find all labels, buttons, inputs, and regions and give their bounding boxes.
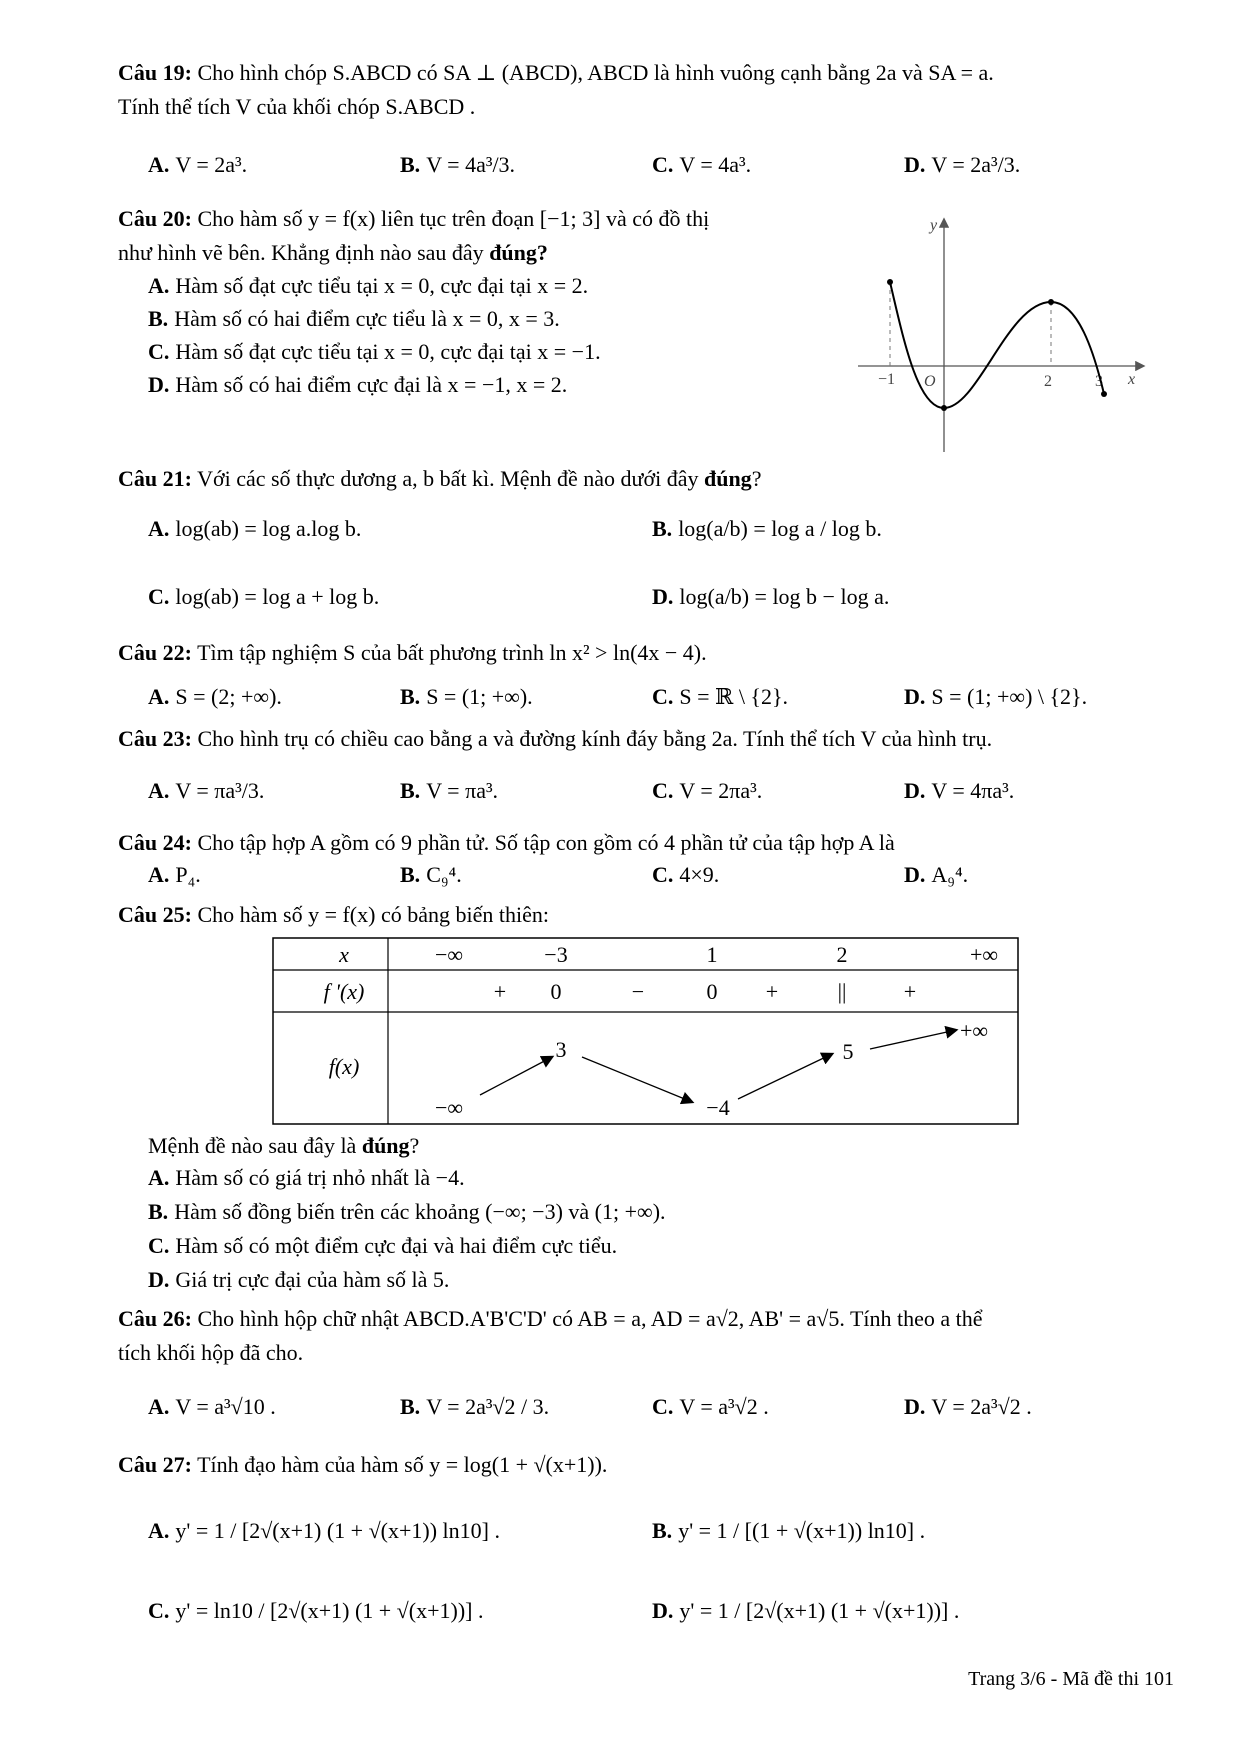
question-27 [118, 1448, 1178, 1482]
function-graph [858, 212, 1148, 462]
option-d[interactable]: D. V = 4πa³. [904, 778, 1015, 803]
arrow-up [480, 1057, 552, 1095]
tick-3: 3 [1095, 373, 1103, 390]
option-b[interactable]: B. V = 4a³/3. [400, 152, 516, 177]
question-text: Tính đạo hàm của hàm số y = log(1 + √(x+1)). [197, 1452, 608, 1477]
page-footer: Trang 3/6 - Mã đề thi 101 [968, 1668, 1174, 1690]
option-a[interactable]: A. V = πa³/3. [148, 778, 265, 803]
option-b[interactable]: B. Hàm số đồng biến trên các khoảng (−∞; −3) và (1; +∞). [148, 1199, 666, 1224]
emphasis: đúng [703, 466, 752, 491]
option-a[interactable]: A. V = a³√10 . [148, 1394, 276, 1419]
row-label-fprime: f '(x) [323, 979, 365, 1004]
x-value: −3 [544, 942, 568, 967]
question-24 [118, 826, 1178, 860]
option-b[interactable]: B. S = (1; +∞). [400, 684, 533, 709]
question-22 [118, 636, 1178, 670]
y-axis-label: y [930, 217, 938, 234]
question-text: Với các số thực dương a, b bất kì. Mệnh đề nào dưới đây [197, 466, 704, 491]
option-d[interactable]: D. V = 2a³/3. [904, 152, 1021, 177]
question-25 [118, 898, 1178, 932]
option-c[interactable]: C. log(ab) = log a + log b. [148, 584, 380, 609]
row-label-x: x [339, 942, 349, 967]
endpoint-right [1101, 391, 1107, 397]
question-label: Câu 27: [118, 1452, 192, 1477]
option-b[interactable]: B. C₉⁴. [400, 862, 462, 887]
endpoint-left [887, 279, 893, 285]
question-label: Câu 21: [118, 466, 192, 491]
options-24 [148, 858, 1180, 902]
option-d[interactable]: D. log(a/b) = log b − log a. [652, 584, 890, 609]
option-b[interactable]: B. V = πa³. [400, 778, 499, 803]
options-26 [148, 1390, 1180, 1434]
options-19 [148, 148, 1180, 192]
question-21 [118, 462, 1178, 496]
sign: 0 [706, 979, 718, 1004]
question-label: Câu 24: [118, 830, 192, 855]
tick-2: 2 [1044, 373, 1052, 390]
option-a[interactable]: A. P₄. [148, 862, 201, 887]
x-axis-label: x [1128, 371, 1136, 388]
prompt-text: Mệnh đề nào sau đây là [148, 1133, 362, 1158]
sign: + [903, 979, 917, 1004]
question-text: Cho hàm số y = f(x) liên tục trên đoạn [−1; 3] và có đồ thị [197, 206, 710, 231]
option-d[interactable]: D. V = 2a³√2 . [904, 1394, 1032, 1419]
sign: + [493, 979, 507, 1004]
variation-table [272, 937, 1022, 1127]
options-23 [148, 774, 1180, 818]
question-text: Cho hình trụ có chiều cao bằng a và đường kính đáy bằng 2a. Tính thể tích V của hình trụ. [197, 726, 993, 751]
option-c[interactable]: C. S = ℝ \ {2}. [652, 684, 789, 709]
f-value: −∞ [434, 1095, 464, 1120]
option-b[interactable]: B. V = 2a³√2 / 3. [400, 1394, 550, 1419]
options-27-row1 [148, 1514, 1180, 1558]
option-c[interactable]: C. y' = ln10 / [2√(x+1) (1 + √(x+1))] . [148, 1598, 484, 1623]
x-value: 1 [706, 942, 718, 967]
question-mark: ? [751, 466, 762, 491]
row-label-f: f(x) [328, 1054, 360, 1079]
option-a[interactable]: A. Hàm số đạt cực tiểu tại x = 0, cực đại tại x = 2. [148, 273, 589, 298]
question-text: Cho hình hộp chữ nhật ABCD.A'B'C'D' có AB = a, AD = a√2, AB' = a√5. Tính theo a thể [197, 1306, 983, 1331]
option-d[interactable]: D. S = (1; +∞) \ {2}. [904, 684, 1088, 709]
emphasis: đúng [361, 1133, 410, 1158]
option-c[interactable]: C. V = 2πa³. [652, 778, 763, 803]
question-label: Câu 25: [118, 902, 192, 927]
option-c[interactable]: C. Hàm số đạt cực tiểu tại x = 0, cực đại tại x = −1. [148, 339, 601, 364]
tick-minus-1: −1 [878, 371, 896, 388]
table-border [273, 938, 1018, 1124]
f-value: 5 [842, 1039, 854, 1064]
x-value: 2 [836, 942, 848, 967]
x-value: +∞ [969, 942, 999, 967]
arrow-down [582, 1057, 692, 1102]
origin-label: O [924, 373, 936, 390]
question-text: Cho hàm số y = f(x) có bảng biến thiên: [197, 902, 549, 927]
options-27-row2 [148, 1594, 1180, 1638]
option-a[interactable]: A. S = (2; +∞). [148, 684, 282, 709]
f-value: +∞ [959, 1018, 989, 1043]
question-mark: ? [409, 1133, 420, 1158]
sign: + [765, 979, 779, 1004]
arrow-up [738, 1054, 832, 1099]
question-text-cont: như hình vẽ bên. Khẳng định nào sau đây [118, 240, 490, 265]
question-label: Câu 26: [118, 1306, 192, 1331]
options-21-row1 [148, 512, 1180, 556]
option-d[interactable]: D. y' = 1 / [2√(x+1) (1 + √(x+1))] . [652, 1598, 960, 1623]
option-c[interactable]: C. 4×9. [652, 862, 720, 887]
arrow-up [870, 1030, 956, 1049]
sign: 0 [550, 979, 562, 1004]
function-curve [890, 282, 1104, 408]
option-d[interactable]: D. Giá trị cực đại của hàm số là 5. [148, 1267, 450, 1292]
question-26 [118, 1302, 1178, 1370]
option-a[interactable]: A. y' = 1 / [2√(x+1) (1 + √(x+1)) ln10] . [148, 1518, 500, 1543]
option-b[interactable]: B. Hàm số có hai điểm cực tiểu là x = 0, x = 3. [148, 306, 560, 331]
question-19 [118, 56, 1178, 124]
option-a[interactable]: A. log(ab) = log a.log b. [148, 516, 362, 541]
question-label: Câu 19: [118, 60, 192, 85]
options-21-row2 [148, 580, 1180, 624]
sign: || [837, 979, 847, 1004]
question-text: Cho tập hợp A gồm có 9 phần tử. Số tập con gồm có 4 phần tử của tập hợp A là [197, 830, 895, 855]
question-label: Câu 23: [118, 726, 192, 751]
option-d[interactable]: D. Hàm số có hai điểm cực đại là x = −1, x = 2. [148, 372, 568, 397]
emphasis: đúng? [489, 240, 548, 265]
f-value: 3 [555, 1037, 567, 1062]
question-25-prompt [148, 1130, 419, 1162]
option-a[interactable]: A. Hàm số có giá trị nhỏ nhất là −4. [148, 1165, 465, 1190]
options-22 [148, 680, 1180, 724]
question-text: Cho hình chóp S.ABCD có SA ⊥ (ABCD), ABCD là hình vuông cạnh bằng 2a và SA = a. [197, 60, 994, 85]
x-value: −∞ [434, 942, 464, 967]
option-b[interactable]: B. y' = 1 / [(1 + √(x+1)) ln10] . [652, 1518, 926, 1543]
question-label: Câu 22: [118, 640, 192, 665]
question-text-cont: Tính thể tích V của khối chóp S.ABCD . [118, 94, 476, 119]
question-label: Câu 20: [118, 206, 192, 231]
option-a[interactable]: A. V = 2a³. [148, 152, 248, 177]
question-20 [118, 202, 858, 270]
option-d[interactable]: D. A₉⁴. [904, 862, 969, 887]
sign: − [631, 979, 645, 1004]
question-text-cont: tích khối hộp đã cho. [118, 1340, 304, 1365]
min-point [941, 405, 947, 411]
option-b[interactable]: B. log(a/b) = log a / log b. [652, 516, 882, 541]
max-point [1048, 299, 1054, 305]
option-c[interactable]: C. V = a³√2 . [652, 1394, 769, 1419]
option-c[interactable]: C. V = 4a³. [652, 152, 752, 177]
f-value: −4 [706, 1095, 730, 1120]
option-c[interactable]: C. Hàm số có một điểm cực đại và hai điểm cực tiểu. [148, 1233, 618, 1258]
question-23 [118, 722, 1178, 756]
question-text: Tìm tập nghiệm S của bất phương trình ln x² > ln(4x − 4). [197, 640, 707, 665]
